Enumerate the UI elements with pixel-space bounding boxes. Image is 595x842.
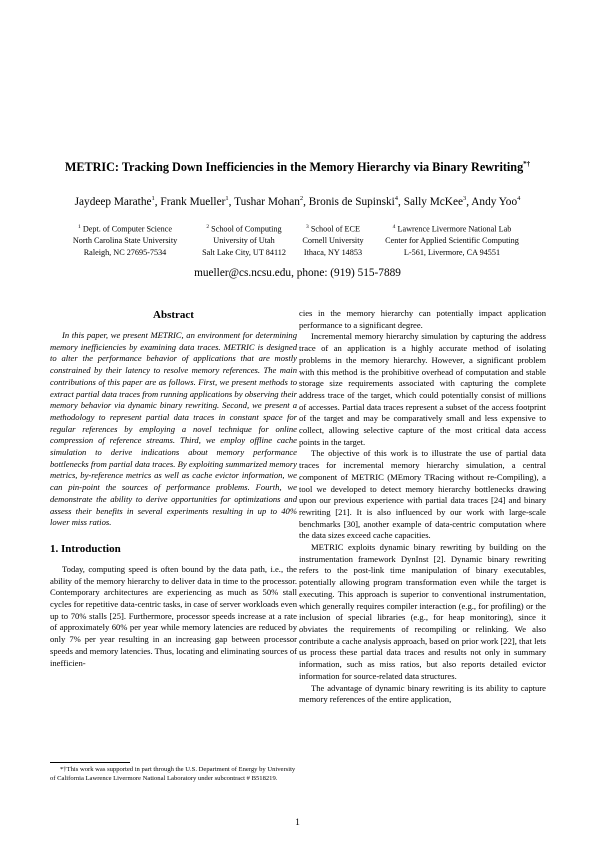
footnote-divider — [50, 762, 130, 763]
author-mark: 1 — [151, 195, 155, 202]
author-name: Andy Yoo — [471, 195, 518, 208]
author-name: Tushar Mohan — [234, 195, 300, 208]
paragraph: METRIC exploits dynamic binary rewriting by building on the instrumentation framework DynInst [2]. Dynamic binary rewriting refers to the post-link time manipulation of binary executables, potentially allowing program transformation even while the target is executing. This approach is superior to conventional instrumentation, which generally requires compiler interaction (e.g., for profiling) or the inclusion of special libraries (e.g., for heap monitoring), since it obviates the requirements of recompiling or relinking. We also contribute a cache analysis approach, based on prior work [22], that lets us process these partial data traces and results not only in summary information, such as miss ratios, but also reports detailed evictor information for source-related data structures. — [299, 542, 546, 681]
title-text: METRIC: Tracking Down Inefficiencies in the Memory Hierarchy via Binary Rewriting — [64, 160, 524, 175]
title-footnote-mark: *† — [523, 160, 531, 168]
affiliation-line: Salt Lake City, UT 84112 — [202, 247, 286, 257]
abstract-heading: Abstract — [153, 309, 194, 321]
affiliation-line: School of Computing — [211, 224, 282, 234]
author-mark: 4 — [517, 195, 521, 202]
affiliation-line: University of Utah — [213, 236, 275, 246]
author-mark: 4 — [394, 195, 399, 202]
author-list: Jaydeep Marathe$^1$, Frank Mueller$^1$, Tushar Mohan$^2$, Bronis de Supinski$^4$, Sally McKee$^3$, Andy Yoo$^4$ — [74, 195, 521, 208]
paragraph: Today, computing speed is often bound by the data path, i.e., the ability of the memory hierarchy to deliver data in time to the processor. Contemporary architectures are experiencing as much as 50% stall cycles for repetitive data-centric tasks, in case of server workloads even up to 70% stalls [25]. Furthermore, processor speeds increase at a rate of approximately 60% per year while memory latencies are reduced by only 7% per year resulting in an increasing gap between processor speeds and memory latencies. Thus, locating and eliminating sources of inefficien- — [50, 563, 297, 668]
affiliation — [62, 222, 188, 258]
affiliation-line: North Carolina State University — [72, 236, 178, 246]
author-mark: 1 — [225, 195, 229, 202]
author-name: Sally McKee — [403, 195, 463, 208]
affiliation-line: Lawrence Livermore National Lab — [397, 224, 512, 234]
author-name: Jaydeep Marathe — [74, 195, 152, 208]
page-number: 1 — [295, 818, 300, 828]
author-name: Frank Mueller — [160, 195, 226, 208]
affiliation-mark: 3 — [306, 224, 309, 230]
affiliation-line: School of ECE — [310, 224, 360, 234]
affiliation-mark: 4 — [392, 224, 396, 230]
footnote: *†This work was supported in part through the U.S. Department of Energy by University of California Lawrence Livermore National Laboratory under subcontract # B518219. — [50, 766, 296, 782]
affiliation — [192, 222, 296, 258]
section-heading-introduction: 1. Introduction — [50, 542, 121, 555]
abstract-text: In this paper, we present METRIC, an environment for determining memory inefficiencies by examining data traces. METRIC is designed to alter the performance behavior of applications that are mostly constrained by their latency to resolve memory references. The main contributions of this paper are as follows. First, we present methods to extract partial data traces from running applications by observing their memory behavior via dynamic binary rewriting. Second, we present a methodology to represent partial data traces in constant space for regular references by employing a novel technique for online compression of reference streams. Third, we employ offline cache simulation to derive indications about memory performance bottlenecks from partial data traces. By exploiting summarized memory metrics, by-reference metrics as well as cache evictor information, we can pin-point the sources of performance problems. Fourth, we demonstrate the ability to derive opportunities for optimizations and assess their benefits in several experiments resulting in up to 40% lower miss ratios. — [50, 330, 297, 528]
paragraph: Incremental memory hierarchy simulation by capturing the address trace of an application is a highly accurate method of isolating problems in the memory hierarchy. However, a significant problem with this method is the prohibitive overhead of computation and stable storage size requirements associated with capturing the complete address trace of the target, which could potentially consist of millions of accesses. Partial data traces represent a subset of the access footprint of the target and may be comparatively small and less expensive to collect, allowing selective capture of the most critical data access points in the target. — [299, 331, 546, 447]
affiliation-line: Center for Applied Scientific Computing — [385, 236, 519, 246]
author-mark: 3 — [462, 195, 467, 202]
introduction-body — [50, 564, 297, 669]
paragraph: cies in the memory hierarchy can potentially impact application performance to a significant degree. — [299, 308, 546, 330]
contact-line: mueller@cs.ncsu.edu, phone: (919) 515-7889 — [194, 267, 401, 279]
affiliation-line: Ithaca, NY 14853 — [303, 247, 363, 257]
paragraph: The advantage of dynamic binary rewriting is its ability to capture memory references of the entire application, — [299, 682, 546, 705]
right-column — [299, 308, 546, 706]
affiliation-line: L-561, Livermore, CA 94551 — [403, 247, 501, 257]
affiliation-mark: 1 — [78, 224, 81, 230]
affiliation-mark: 2 — [206, 224, 210, 230]
affiliation-line: Cornell University — [302, 236, 364, 246]
affiliation — [296, 222, 370, 258]
left-column — [50, 308, 297, 669]
paragraph: The objective of this work is to illustrate the use of partial data traces for incremental memory hierarchy simulation, a central component of METRIC (MEmory TRacing without re-Compiling), a tool we developed to detect memory hierarchy bottlenecks drawing upon our previous experience with partial data traces [24] and binary rewriting [21]. It is also influenced by our work with large-scale benchmarks [30], another example of data-centric computation where the data sizes exceed cache capacities. — [299, 448, 546, 541]
author-name: Bronis de Supinski — [308, 195, 395, 208]
paper-title — [0, 157, 595, 174]
affiliation — [372, 222, 532, 258]
affiliation-line: Dept. of Computer Science — [82, 224, 172, 234]
affiliation-line: Raleigh, NC 27695-7534 — [83, 247, 167, 257]
author-mark: 2 — [299, 195, 304, 202]
